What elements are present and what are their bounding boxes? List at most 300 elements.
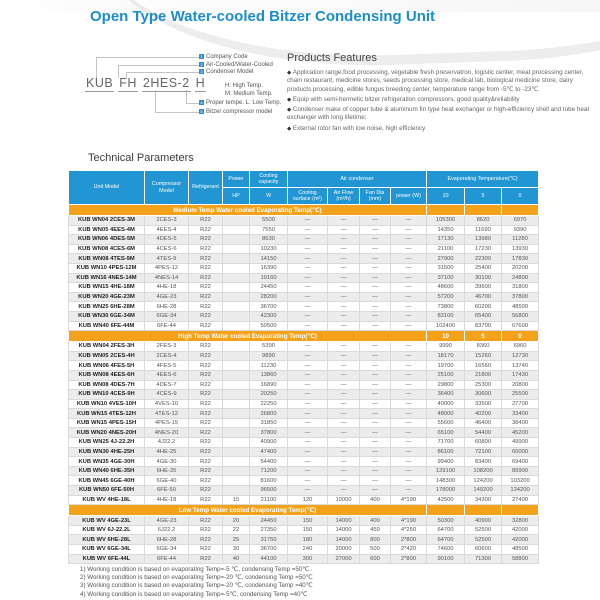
data-cell: — — [360, 273, 391, 283]
data-cell: — — [328, 225, 360, 235]
table-row — [69, 554, 539, 564]
data-cell: — — [360, 311, 391, 321]
data-cell — [223, 418, 250, 428]
data-cell: — — [360, 263, 391, 273]
data-cell: 44100 — [250, 554, 288, 564]
data-cell: — — [391, 486, 427, 496]
data-cell: 37100 — [427, 273, 465, 283]
data-cell: — — [288, 361, 328, 371]
data-cell: — — [328, 302, 360, 312]
data-cell: — — [288, 380, 328, 390]
table-row — [69, 486, 539, 496]
data-cell: 6HE-35 — [145, 466, 189, 476]
data-cell: — — [360, 225, 391, 235]
data-cell: 71700 — [427, 438, 465, 448]
table-row — [69, 370, 539, 380]
data-cell: R22 — [189, 476, 223, 486]
data-cell: — — [328, 216, 360, 226]
data-cell: 129100 — [427, 466, 465, 476]
header-cooling-capacity: Cooling capacity — [250, 171, 288, 188]
data-cell: 240 — [288, 545, 328, 555]
unit-model-cell: KUB WN05 2CES-4H — [69, 351, 145, 361]
data-cell: 4CES-9 — [145, 390, 189, 400]
data-cell: 6HE-28 — [145, 535, 189, 545]
table-row — [69, 225, 539, 235]
data-cell: 24450 — [250, 283, 288, 293]
data-cell: — — [288, 273, 328, 283]
data-cell: — — [391, 283, 427, 293]
data-cell: 149200 — [465, 486, 502, 496]
data-cell: 4TES-9 — [145, 254, 189, 264]
header-capacity-unit: W — [250, 188, 288, 205]
temp-note-medium: M: Medium Temp. — [225, 91, 273, 97]
nomenclature-label — [199, 109, 272, 115]
data-cell: 67600 — [502, 321, 539, 331]
header-refrigerant: Refrigerant — [189, 171, 223, 205]
data-cell: — — [288, 235, 328, 245]
table-row — [69, 495, 539, 505]
data-cell: 99400 — [427, 457, 465, 467]
data-cell: 64700 — [427, 525, 465, 535]
code-part-temp: H — [195, 76, 206, 90]
unit-model-cell: KUB WV 6HE-28L — [69, 535, 145, 545]
data-cell: — — [360, 244, 391, 254]
data-cell: 27900 — [427, 254, 465, 264]
unit-model-cell: KUB WN35 4GE-30H — [69, 457, 145, 467]
data-cell: 60000 — [502, 447, 539, 457]
data-cell: 31850 — [250, 418, 288, 428]
band-evap-temp — [465, 205, 502, 216]
data-cell: — — [360, 438, 391, 448]
data-cell: 57200 — [427, 292, 465, 302]
data-cell: 19160 — [250, 273, 288, 283]
data-cell: — — [391, 244, 427, 254]
data-cell: 13980 — [465, 235, 502, 245]
data-cell: — — [288, 428, 328, 438]
data-cell: 11280 — [502, 235, 539, 245]
data-cell: — — [391, 390, 427, 400]
data-cell: 14000 — [328, 525, 360, 535]
unit-model-cell: KUB WN10 4PES-12M — [69, 263, 145, 273]
data-cell: 400 — [360, 495, 391, 505]
unit-model-cell: KUB WN10 4VES-10H — [69, 399, 145, 409]
data-cell: R22 — [189, 361, 223, 371]
data-cell: 22 — [223, 525, 250, 535]
table-row — [69, 361, 539, 371]
data-cell — [223, 380, 250, 390]
data-cell: R22 — [189, 235, 223, 245]
data-cell: 31800 — [502, 283, 539, 293]
data-cell: — — [391, 263, 427, 273]
table-row — [69, 273, 539, 283]
data-cell: — — [391, 273, 427, 283]
data-cell: 34300 — [465, 495, 502, 505]
data-cell — [223, 244, 250, 254]
data-cell: — — [360, 457, 391, 467]
header-air-sub: power (W) — [391, 188, 427, 205]
data-cell: 83400 — [465, 457, 502, 467]
data-cell: 36700 — [250, 302, 288, 312]
unit-model-cell: KUB WN04 2CES-3M — [69, 216, 145, 226]
data-cell: 4GE-30 — [145, 457, 189, 467]
data-cell: 26800 — [250, 409, 288, 419]
data-cell: 30100 — [465, 273, 502, 283]
data-cell: 124200 — [465, 476, 502, 486]
data-cell: 20200 — [502, 263, 539, 273]
data-cell: — — [328, 476, 360, 486]
data-cell: — — [288, 438, 328, 448]
data-cell: 36400 — [427, 390, 465, 400]
table-row — [69, 516, 539, 526]
table-row — [69, 428, 539, 438]
data-cell: 52500 — [465, 525, 502, 535]
data-cell: 6HE-28 — [145, 302, 189, 312]
data-cell — [223, 311, 250, 321]
data-cell: — — [391, 225, 427, 235]
data-cell: 83700 — [465, 321, 502, 331]
header-power-unit: HP — [223, 188, 250, 205]
table-row — [69, 380, 539, 390]
data-cell: — — [328, 361, 360, 371]
band-evap-temp: 0 — [502, 331, 539, 342]
data-cell: 16890 — [250, 380, 288, 390]
data-cell — [223, 263, 250, 273]
data-cell: 4EES-4 — [145, 225, 189, 235]
data-cell — [223, 361, 250, 371]
data-cell: R22 — [189, 351, 223, 361]
data-cell: 300 — [288, 554, 328, 564]
data-cell: 4*190 — [391, 516, 427, 526]
data-cell: — — [360, 351, 391, 361]
features-heading: Products Features — [287, 52, 377, 64]
data-cell: 15260 — [465, 351, 502, 361]
data-cell: 46700 — [465, 292, 502, 302]
table-row — [69, 311, 539, 321]
model-nomenclature-diagram — [58, 50, 288, 155]
data-cell: 4VES-10 — [145, 399, 189, 409]
data-cell: — — [288, 292, 328, 302]
data-cell: 6GE-34 — [145, 545, 189, 555]
data-cell: 15 — [223, 495, 250, 505]
data-cell: — — [328, 235, 360, 245]
feature-item: ◆ Equip with semi-hermetic bitzer refrigeration compressors, good quality&reliability — [287, 96, 593, 104]
band-evap-temp — [427, 205, 465, 216]
data-cell: 89900 — [502, 466, 539, 476]
header-evap-temp: 10 — [427, 188, 465, 205]
data-cell: R22 — [189, 466, 223, 476]
data-cell: 42000 — [502, 525, 539, 535]
data-cell: 45200 — [502, 428, 539, 438]
data-cell: 58800 — [502, 554, 539, 564]
data-cell: R22 — [189, 321, 223, 331]
temp-note-high: H: High Temp. — [225, 83, 263, 89]
data-cell: 25 — [223, 535, 250, 545]
data-cell: 11230 — [250, 361, 288, 371]
data-cell: — — [288, 457, 328, 467]
data-cell — [223, 235, 250, 245]
data-cell: 27000 — [328, 554, 360, 564]
data-cell: 33500 — [465, 399, 502, 409]
data-cell: 50500 — [250, 321, 288, 331]
data-cell: 14000 — [328, 535, 360, 545]
data-cell — [223, 225, 250, 235]
data-cell: 28200 — [250, 292, 288, 302]
data-cell: — — [288, 409, 328, 419]
data-cell: 6FE-44 — [145, 321, 189, 331]
data-cell: — — [288, 302, 328, 312]
data-cell: 56800 — [502, 311, 539, 321]
data-cell: 6FE-44 — [145, 554, 189, 564]
data-cell: 32800 — [502, 516, 539, 526]
header-air-condenser: Air condenser — [288, 171, 427, 188]
band-evap-temp — [427, 505, 465, 516]
data-cell: — — [360, 292, 391, 302]
nomenclature-label — [199, 54, 248, 60]
data-cell: 65100 — [427, 428, 465, 438]
data-cell: 37800 — [502, 292, 539, 302]
band-evap-temp: 5 — [465, 331, 502, 342]
data-cell: — — [360, 418, 391, 428]
data-cell: 5390 — [250, 342, 288, 352]
data-cell: 60200 — [465, 302, 502, 312]
data-cell: 6FE-50 — [145, 486, 189, 496]
data-cell: — — [391, 370, 427, 380]
data-cell: R22 — [189, 525, 223, 535]
data-cell: 13740 — [502, 361, 539, 371]
data-cell: — — [360, 342, 391, 352]
data-cell: 4J22.2 — [145, 438, 189, 448]
data-cell: — — [288, 263, 328, 273]
section-band-title: Low Temp Water cooled Evaporating Temp(℃) — [69, 505, 427, 516]
data-cell: R22 — [189, 342, 223, 352]
data-cell — [223, 321, 250, 331]
data-cell: 600 — [360, 554, 391, 564]
feature-item: ◆ External rotor fan with low noise, high efficiency — [287, 125, 593, 133]
header-evap-temp: 5 — [465, 188, 502, 205]
data-cell: 10000 — [328, 495, 360, 505]
data-cell: — — [360, 361, 391, 371]
data-cell: 148300 — [427, 476, 465, 486]
data-cell: R22 — [189, 428, 223, 438]
data-cell: 48000 — [427, 409, 465, 419]
data-cell: 25100 — [427, 370, 465, 380]
unit-model-cell: KUB WN30 4HE-25H — [69, 447, 145, 457]
table-row — [69, 244, 539, 254]
band-evap-temp: 10 — [427, 331, 465, 342]
header-air-sub: Cooling surface (m²) — [288, 188, 328, 205]
code-part-condenser: 2HES-2 — [142, 76, 190, 90]
data-cell: 4DES-5 — [145, 235, 189, 245]
data-cell: 150 — [288, 525, 328, 535]
data-cell: R22 — [189, 254, 223, 264]
data-cell — [223, 216, 250, 226]
table-row — [69, 545, 539, 555]
data-cell: — — [288, 283, 328, 293]
data-cell: 800 — [360, 535, 391, 545]
data-cell — [223, 351, 250, 361]
data-cell: R22 — [189, 225, 223, 235]
model-code — [85, 76, 210, 92]
table-row — [69, 254, 539, 264]
unit-model-cell: KUB WN40 6HE-35H — [69, 466, 145, 476]
data-cell: 18170 — [427, 351, 465, 361]
data-cell: 450 — [360, 525, 391, 535]
data-cell: — — [360, 486, 391, 496]
label-text: Condenser Model — [206, 69, 254, 76]
data-cell: R22 — [189, 292, 223, 302]
table-row — [69, 216, 539, 226]
data-cell: — — [328, 292, 360, 302]
data-cell: — — [391, 438, 427, 448]
data-cell: R22 — [189, 370, 223, 380]
data-cell: 4NES-20 — [145, 428, 189, 438]
data-cell: 17830 — [502, 254, 539, 264]
features-list — [287, 69, 593, 133]
data-cell: 4HE-18 — [145, 283, 189, 293]
data-cell: — — [391, 321, 427, 331]
data-cell: 13930 — [502, 244, 539, 254]
data-cell: — — [328, 273, 360, 283]
data-cell: 25400 — [465, 263, 502, 273]
data-cell: 400 — [360, 516, 391, 526]
section-band-title: Medium Temp Water cooled Evaporating Temp(℃) — [69, 205, 427, 216]
data-cell: R22 — [189, 283, 223, 293]
data-cell — [223, 273, 250, 283]
data-cell: — — [328, 263, 360, 273]
data-cell: — — [360, 476, 391, 486]
data-cell — [223, 283, 250, 293]
data-cell: 31750 — [250, 535, 288, 545]
data-cell: 47400 — [250, 447, 288, 457]
data-cell: — — [360, 380, 391, 390]
connector-line — [155, 90, 199, 113]
data-cell: — — [360, 235, 391, 245]
table-row — [69, 292, 539, 302]
data-cell: 40000 — [427, 399, 465, 409]
table-row — [69, 399, 539, 409]
data-cell: 42500 — [427, 495, 465, 505]
data-cell: 21100 — [427, 244, 465, 254]
table-row — [69, 283, 539, 293]
data-cell — [223, 438, 250, 448]
data-cell: — — [360, 302, 391, 312]
header-unit-model: Unit Model — [69, 171, 145, 205]
data-cell: R22 — [189, 457, 223, 467]
unit-model-cell: KUB WN15 4HE-18M — [69, 283, 145, 293]
data-cell: — — [328, 438, 360, 448]
data-cell: 55600 — [427, 418, 465, 428]
data-cell: 12730 — [502, 351, 539, 361]
unit-model-cell: KUB WN25 4J-22.2H — [69, 438, 145, 448]
data-cell: 4HE-25 — [145, 447, 189, 457]
table-row — [69, 321, 539, 331]
data-cell: R22 — [189, 302, 223, 312]
data-cell — [223, 254, 250, 264]
data-cell: — — [328, 380, 360, 390]
footnote: 1) Working condition is based on evaporating Temp=-5 ℃, condensing Temp =50℃ . — [80, 566, 313, 573]
data-cell: — — [391, 292, 427, 302]
data-cell: 42000 — [502, 535, 539, 545]
data-cell: — — [391, 428, 427, 438]
data-cell: 5500 — [250, 216, 288, 226]
header-evaporating-temperature: Evaporating Temperature(℃) — [427, 171, 539, 188]
unit-model-cell: KUB WN05 4EES-4M — [69, 225, 145, 235]
data-cell: 9890 — [250, 351, 288, 361]
unit-model-cell: KUB WV 4HE-18L — [69, 495, 145, 505]
data-cell: 16390 — [250, 263, 288, 273]
data-cell: 150 — [288, 516, 328, 526]
data-cell: 20000 — [328, 545, 360, 555]
data-cell: — — [360, 428, 391, 438]
table-row — [69, 418, 539, 428]
data-cell: — — [391, 254, 427, 264]
data-cell: 4EES-6 — [145, 370, 189, 380]
data-cell: — — [288, 321, 328, 331]
data-cell: — — [288, 476, 328, 486]
data-cell: 31500 — [427, 263, 465, 273]
data-cell: R22 — [189, 263, 223, 273]
data-cell — [223, 476, 250, 486]
data-cell: 25500 — [502, 390, 539, 400]
data-cell: 90100 — [427, 554, 465, 564]
band-evap-temp — [465, 505, 502, 516]
data-cell: 71300 — [465, 554, 502, 564]
data-cell: 21100 — [250, 495, 288, 505]
data-cell: — — [360, 447, 391, 457]
data-cell: 40 — [223, 554, 250, 564]
table-row — [69, 447, 539, 457]
data-cell: 46400 — [465, 418, 502, 428]
data-cell: — — [328, 447, 360, 457]
data-cell: — — [288, 351, 328, 361]
data-cell: — — [328, 311, 360, 321]
data-cell: 2CES-4 — [145, 351, 189, 361]
unit-model-cell: KUB WV 6J-22.2L — [69, 525, 145, 535]
unit-model-cell: KUB WN45 6GE-40H — [69, 476, 145, 486]
data-cell: 8630 — [250, 235, 288, 245]
data-cell: 42300 — [250, 311, 288, 321]
data-cell: — — [391, 418, 427, 428]
data-cell: R22 — [189, 216, 223, 226]
data-cell: — — [288, 225, 328, 235]
data-cell: — — [391, 466, 427, 476]
data-cell: R22 — [189, 495, 223, 505]
table-row — [69, 466, 539, 476]
table-row — [69, 476, 539, 486]
data-cell: R22 — [189, 554, 223, 564]
data-cell: — — [360, 216, 391, 226]
data-cell: 17430 — [502, 370, 539, 380]
unit-model-cell: KUB WV 6FE-44L — [69, 554, 145, 564]
data-cell: 4FES-5 — [145, 361, 189, 371]
data-cell: 38400 — [502, 418, 539, 428]
data-cell: — — [391, 399, 427, 409]
data-cell: 24800 — [502, 273, 539, 283]
header-air-sub: Air Flow (m³/h) — [328, 188, 360, 205]
table-row — [69, 302, 539, 312]
table-row — [69, 351, 539, 361]
data-cell: 14000 — [328, 516, 360, 526]
code-part-cooling: FH — [119, 76, 137, 90]
data-cell: 2CES-3 — [145, 216, 189, 226]
data-cell: — — [328, 466, 360, 476]
footnotes — [80, 566, 313, 599]
data-cell: 65400 — [465, 311, 502, 321]
data-cell: 72100 — [465, 447, 502, 457]
data-cell — [223, 302, 250, 312]
data-cell: — — [391, 361, 427, 371]
data-cell: — — [328, 457, 360, 467]
